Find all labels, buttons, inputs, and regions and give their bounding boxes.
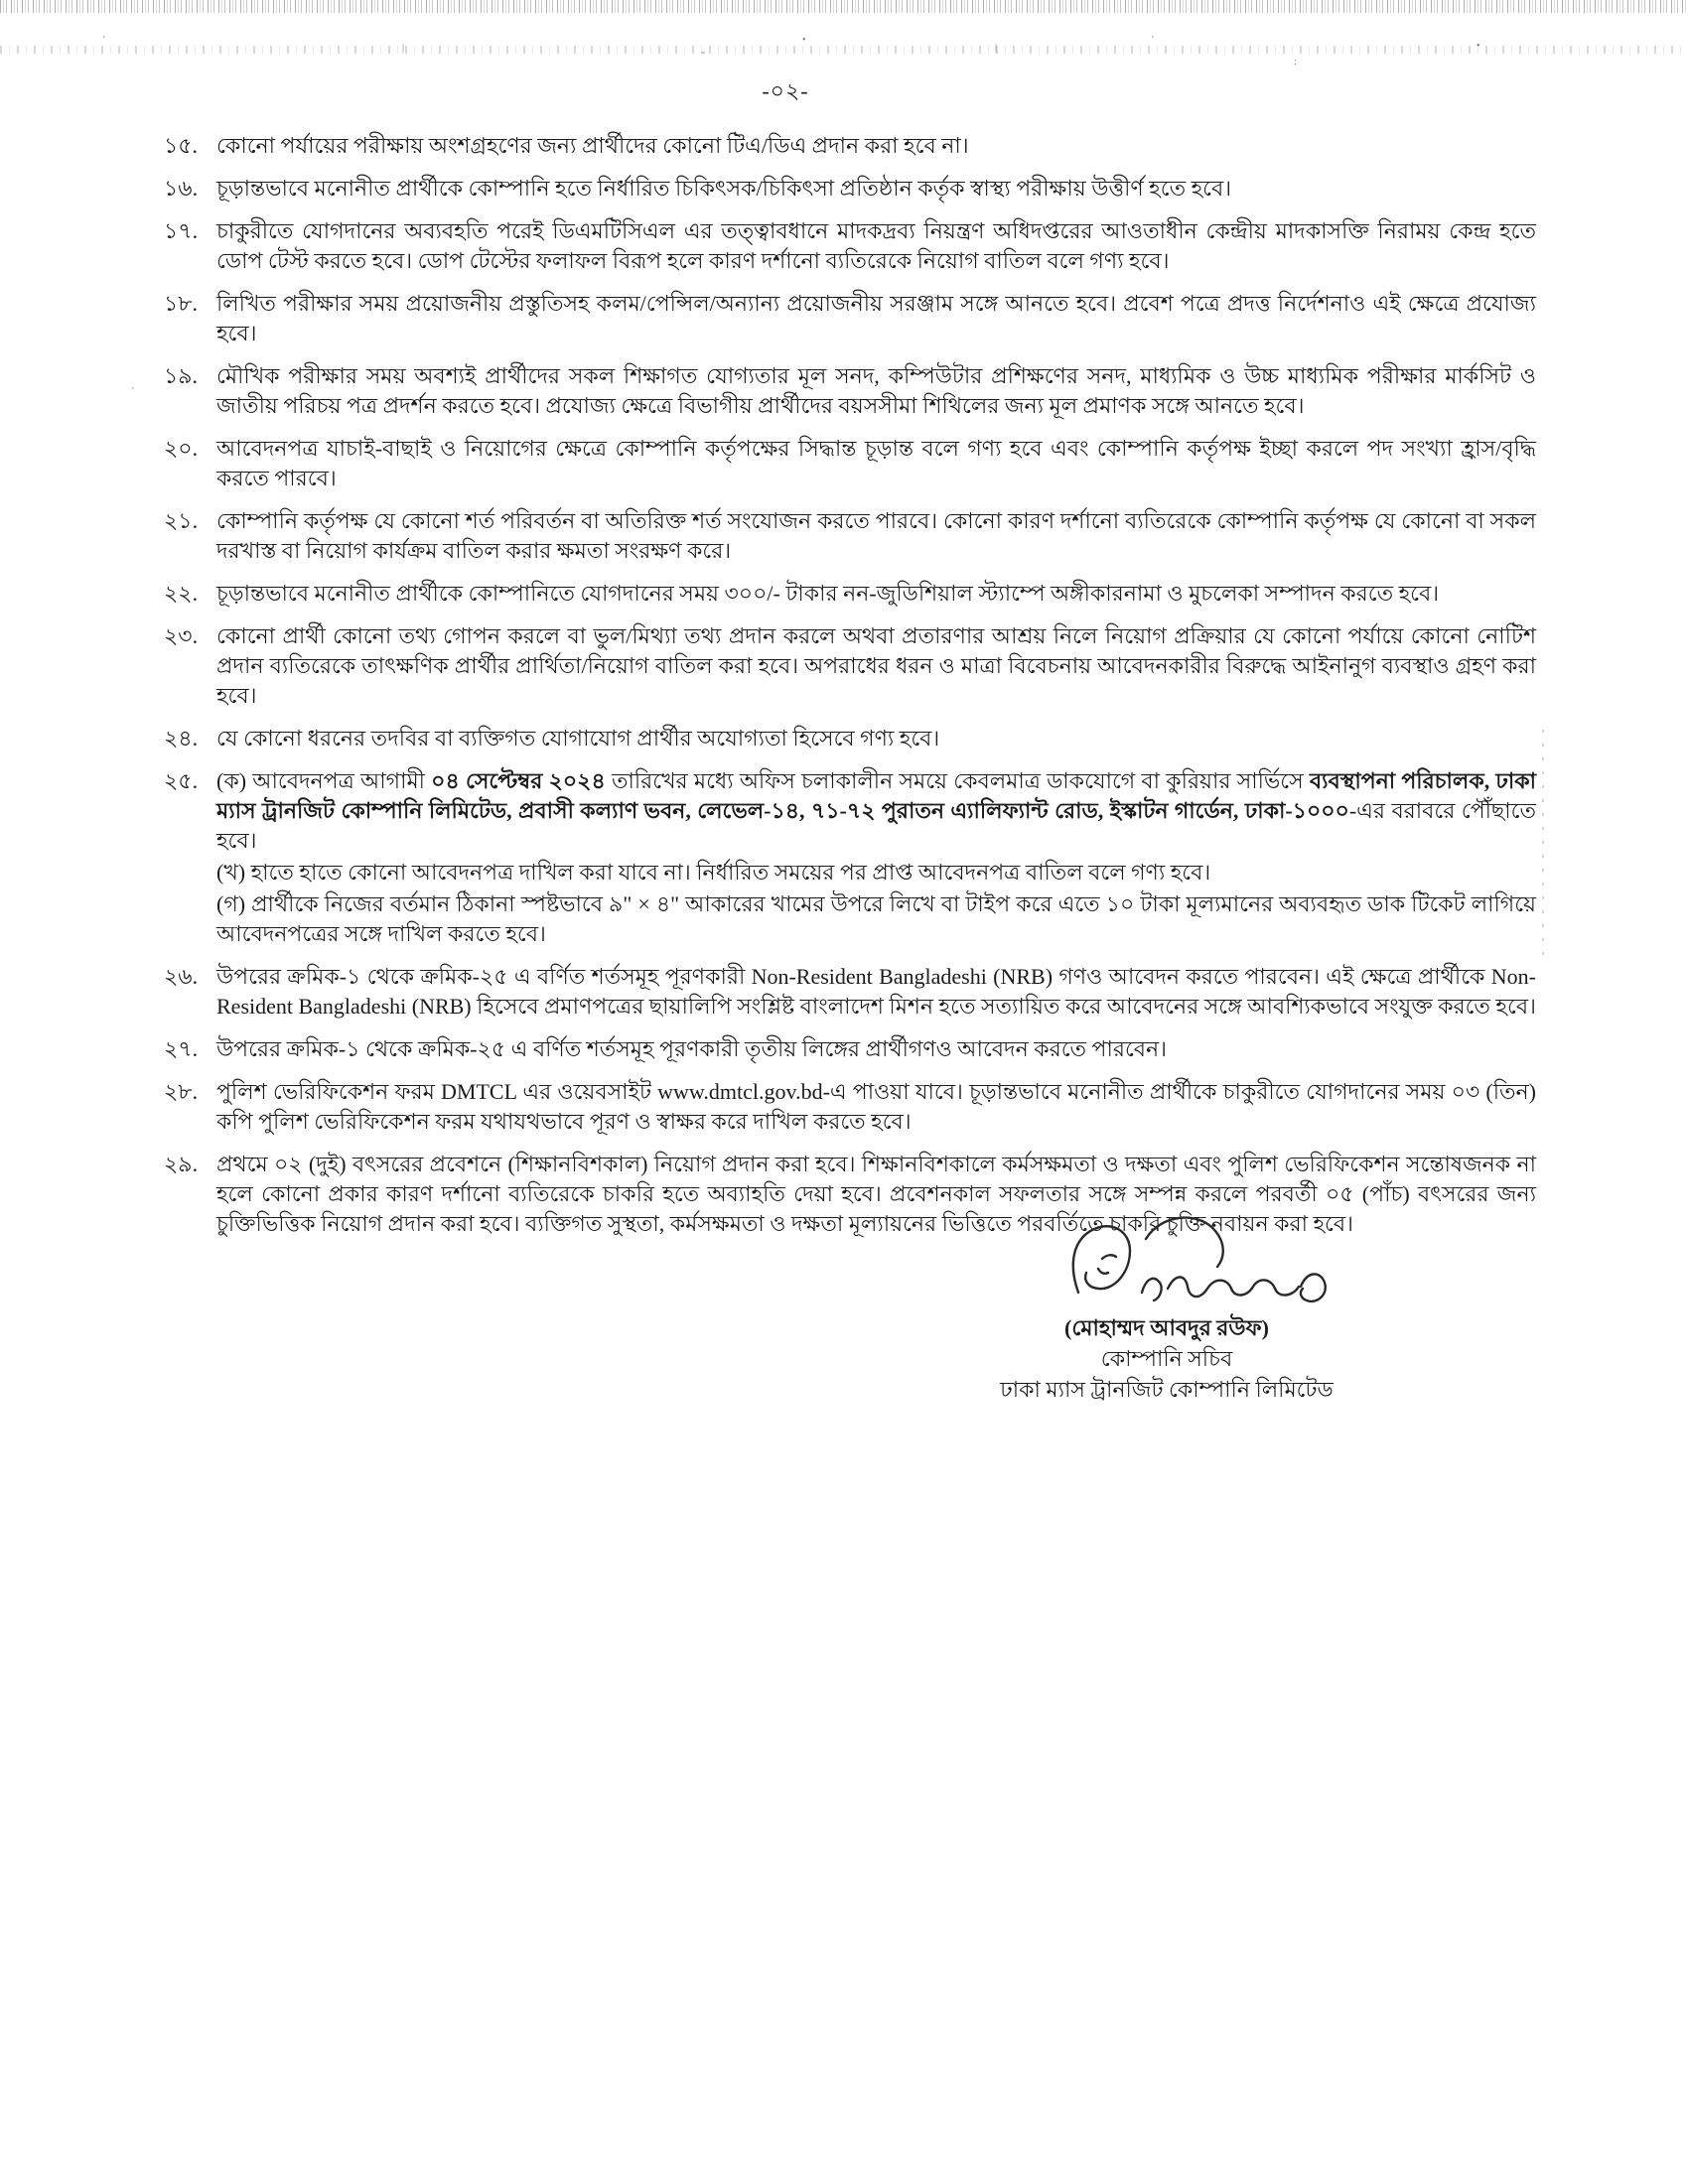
item-text: কোনো পর্যায়ের পরীক্ষায় অংশগ্রহণের জন্য প্রার্থীদের কোনো টিএ/ডিএ প্রদান করা হবে না। — [216, 133, 969, 158]
item-number: ২৬. — [164, 964, 199, 989]
terms-item-22 — [164, 579, 1536, 609]
item-text — [216, 766, 1536, 949]
item-number: ১৭. — [164, 218, 199, 243]
item-number: ২৭. — [164, 1036, 199, 1061]
terms-item-28 — [164, 1077, 1536, 1137]
item-number: ২৩. — [164, 623, 199, 648]
terms-item-21 — [164, 506, 1536, 566]
scan-speck: • — [1477, 41, 1480, 52]
item-text: কোম্পানি কর্তৃপক্ষ যে কোনো শর্ত পরিবর্তন বা অতিরিক্ত শর্ত সংযোজন করতে পারবে। কোনো কারণ দর্শানো ব্যতিরেকে কোম্পানি কর্তৃপক্ষ যে কোনো বা সকল দরখাস্ত বা নিয়োগ কার্যক্রম বাতিল করার ক্ষমতা সংরক্ষণ করে। — [216, 508, 1536, 563]
scan-speck: : — [1294, 57, 1297, 68]
item-number: ২৮. — [164, 1079, 199, 1104]
scan-speck: | — [995, 43, 998, 54]
item-25-sub-ka: (ক) আবেদনপত্র আগামী ০৪ সেপ্টেম্বর ২০২৪ তারিখের মধ্যে অফিস চলাকালীন সময়ে কেবলমাত্র ডাকযোগে বা কুরিয়ার সার্ভিসে ব্যবস্থাপনা পরিচালক, ঢাকা ম্যাস ট্রানজিট কোম্পানি লিমিটেড, প্রবাসী কল্যাণ ভবন, লেভেল-১৪, ৭১-৭২ পুরাতন এ্যালিফ্যান্ট রোড, ইস্কাটন গার্ডেন, ঢাকা-১০০০-এর বরাবরে পৌঁছাতে হবে। — [216, 768, 1537, 853]
terms-item-26 — [164, 962, 1536, 1022]
scan-speck: • — [802, 35, 806, 46]
item-text: মৌখিক পরীক্ষার সময় অবশ্যই প্রার্থীদের সকল শিক্ষাগত যোগ্যতার মূল সনদ, কম্পিউটার প্রশিক্ষণের সনদ, মাধ্যমিক ও উচ্চ মাধ্যমিক পরীক্ষার মার্কসিট ও জাতীয় পরিচয় পত্র প্রদর্শন করতে হবে। প্রযোজ্য ক্ষেত্রে বিভাগীয় প্রার্থীদের বয়সসীমা শিথিলের জন্য মূল প্রমাণক সঙ্গে আনতে হবে। — [216, 363, 1536, 418]
item-25-sub-kha: (খ) হাতে হাতে কোনো আবেদনপত্র দাখিল করা যাবে না। নির্ধারিত সময়ের পর প্রাপ্ত আবেদনপত্র বাতিল বলে গণ্য হবে। — [216, 860, 1211, 885]
signatory-organization: ঢাকা ম্যাস ট্রানজিট কোম্পানি লিমিটেড — [1000, 1377, 1334, 1402]
scan-speck: ' — [103, 35, 105, 46]
item-number: ১৯. — [164, 363, 199, 388]
scan-speck: " — [701, 51, 706, 62]
item-number: ২৯. — [164, 1152, 199, 1176]
item-text: প্রথমে ০২ (দুই) বৎসরের প্রবেশনে (শিক্ষানবিশকাল) নিয়োগ প্রদান করা হবে। শিক্ষানবিশকালে কর্মসক্ষমতা ও দক্ষতা এবং পুলিশ ভেরিফিকেশন সন্তোষজনক না হলে কোনো প্রকার কারণ দর্শানো ব্যতিরেকে চাকরি হতে অব্যাহতি দেয়া হবে। প্রবেশনকাল সফলতার সঙ্গে সম্পন্ন করলে পরবর্তী ০৫ (পাঁচ) বৎসরের জন্য চুক্তিভিত্তিক নিয়োগ প্রদান করা হবে। ব্যক্তিগত সুস্থতা, কর্মসক্ষমতা ও দক্ষতা মূল্যায়নের ভিত্তিতে পরবর্তিতে চাকরি চুক্তি নবায়ন করা হবে। — [216, 1152, 1536, 1236]
item-number: ১৫. — [164, 133, 199, 158]
terms-item-15 — [164, 131, 1536, 161]
item-number: ১৬. — [164, 176, 199, 201]
item-number: ২২. — [164, 581, 199, 606]
item-text: লিখিত পরীক্ষার সময় প্রয়োজনীয় প্রস্তুতিসহ কলম/পেন্সিল/অন্যান্য প্রয়োজনীয় সরঞ্জাম সঙ্গে আনতে হবে। প্রবেশ পত্রে প্রদত্ত নির্দেশনাও এই ক্ষেত্রে প্রযোজ্য হবে। — [216, 291, 1536, 345]
scan-noise-band-top — [0, 0, 1688, 13]
signatory-title: কোম্পানি সচিব — [1100, 1346, 1233, 1371]
scan-speck: ' — [1152, 35, 1154, 46]
terms-item-27 — [164, 1034, 1536, 1064]
terms-item-18 — [164, 289, 1536, 348]
scan-noise-band-secondary — [0, 43, 1688, 54]
terms-item-25 — [164, 766, 1536, 949]
handwritten-signature — [1051, 1209, 1338, 1316]
terms-item-20 — [164, 434, 1536, 493]
item-text: যে কোনো ধরনের তদবির বা ব্যক্তিগত যোগাযোগ প্রার্থীর অযোগ্যতা হিসেবে গণ্য হবে। — [216, 726, 940, 751]
terms-item-24 — [164, 724, 1536, 753]
terms-item-23 — [164, 621, 1536, 711]
scan-edge-dots — [1542, 730, 1544, 958]
notice-page — [164, 74, 1536, 1239]
item-25-sub-ga: (গ) প্রার্থীকে নিজের বর্তমান ঠিকানা স্পষ্টভাবে ৯" × ৪" আকারের খামের উপরে লিখে বা টাইপ করে এতে ১০ টাকা মূল্যমানের অব্যবহৃত ডাক টিকেট লাগিয়ে আবেদনপত্রের সঙ্গে দাখিল করতে হবে। — [216, 891, 1536, 946]
item-number: ২১. — [164, 508, 199, 533]
item-number: ২০. — [164, 436, 199, 461]
item-text: কোনো প্রার্থী কোনো তথ্য গোপন করলে বা ভুল/মিথ্যা তথ্য প্রদান করলে অথবা প্রতারণার আশ্রয় নিলে নিয়োগ প্রক্রিয়ার যে কোনো পর্যায়ে কোনো নোটিশ প্রদান ব্যতিরেকে তাৎক্ষণিক প্রার্থীর প্রার্থিতা/নিয়োগ বাতিল করা হবে। অপরাধের ধরন ও মাত্রা বিবেচনায় আবেদনকারীর বিরুদ্ধে আইনানুগ ব্যবস্থাও গ্রহণ করা হবে। — [216, 623, 1536, 708]
item-number: ২৪. — [164, 726, 199, 751]
item-text: চাকুরীতে যোগদানের অব্যবহতি পরেই ডিএমটিসিএল এর তত্ত্বাবধানে মাদকদ্রব্য নিয়ন্ত্রণ অধিদপ্তরের আওতাধীন কেন্দ্রীয় মাদকাসক্তি নিরাময় কেন্দ্র হতে ডোপ টেস্ট করতে হবে। ডোপ টেস্টের ফলাফল বিরূপ হলে কারণ দর্শানো ব্যতিরেকে নিয়োগ বাতিল বলে গণ্য হবে। — [216, 218, 1536, 273]
item-text: চূড়ান্তভাবে মনোনীত প্রার্থীকে কোম্পানিতে যোগদানের সময় ৩০০/- টাকার নন-জুডিশিয়াল স্ট্যাম্পে অঙ্গীকারনামা ও মুচলেকা সম্পাদন করতে হবে। — [216, 581, 1440, 606]
signature-block — [933, 1209, 1400, 1405]
item-number: ১৮. — [164, 291, 199, 316]
item-number: ২৫. — [164, 768, 199, 793]
item-text: আবেদনপত্র যাচাই-বাছাই ও নিয়োগের ক্ষেত্রে কোম্পানি কর্তৃপক্ষের সিদ্ধান্ত চূড়ান্ত বলে গণ্য হবে এবং কোম্পানি কর্তৃপক্ষ ইচ্ছা করলে পদ সংখ্যা হ্রাস/বৃদ্ধি করতে পারবে। — [216, 436, 1536, 490]
page-number: -০২- — [762, 78, 809, 103]
item-text: পুলিশ ভেরিফিকেশন ফরম DMTCL এর ওয়েবসাইট www.dmtcl.gov.bd-এ পাওয়া যাবে। চূড়ান্তভাবে মনোনীত প্রার্থীকে চাকুরীতে যোগদানের সময় ০৩ (তিন) কপি পুলিশ ভেরিফিকেশন ফরম যথাযথভাবে পূরণ ও স্বাক্ষর করে দাখিল করতে হবে। — [216, 1079, 1536, 1134]
signatory-name: (মোহাম্মদ আবদুর রউফ) — [1064, 1315, 1269, 1340]
item-text: চূড়ান্তভাবে মনোনীত প্রার্থীকে কোম্পানি হতে নির্ধারিত চিকিৎসক/চিকিৎসা প্রতিষ্ঠান কর্তৃক স্বাস্থ্য পরীক্ষায় উত্তীর্ণ হতে হবে। — [216, 176, 1232, 201]
scan-speck: | — [402, 43, 405, 54]
terms-item-17 — [164, 216, 1536, 276]
terms-item-16 — [164, 174, 1536, 204]
item-text: উপরের ক্রমিক-১ থেকে ক্রমিক-২৫ এ বর্ণিত শর্তসমূহ পূরণকারী তৃতীয় লিঙ্গের প্রার্থীগণও আবেদন করতে পারবেন। — [216, 1036, 1168, 1061]
item-text: উপরের ক্রমিক-১ থেকে ক্রমিক-২৫ এ বর্ণিত শর্তসমূহ পূরণকারী Non-Resident Bangladeshi (NRB) গণও আবেদন করতে পারবেন। এই ক্ষেত্রে প্রার্থীকে Non-Resident Bangladeshi (NRB) হিসেবে প্রমাণপত্রের ছায়ালিপি সংশ্লিষ্ট বাংলাদেশ মিশন হতে সত্যায়িত করে আবেদনের সঙ্গে আবশ্যিকভাবে সংযুক্ত করতে হবে। — [216, 964, 1536, 1019]
terms-item-19 — [164, 361, 1536, 421]
scan-speck: ' — [132, 386, 134, 397]
